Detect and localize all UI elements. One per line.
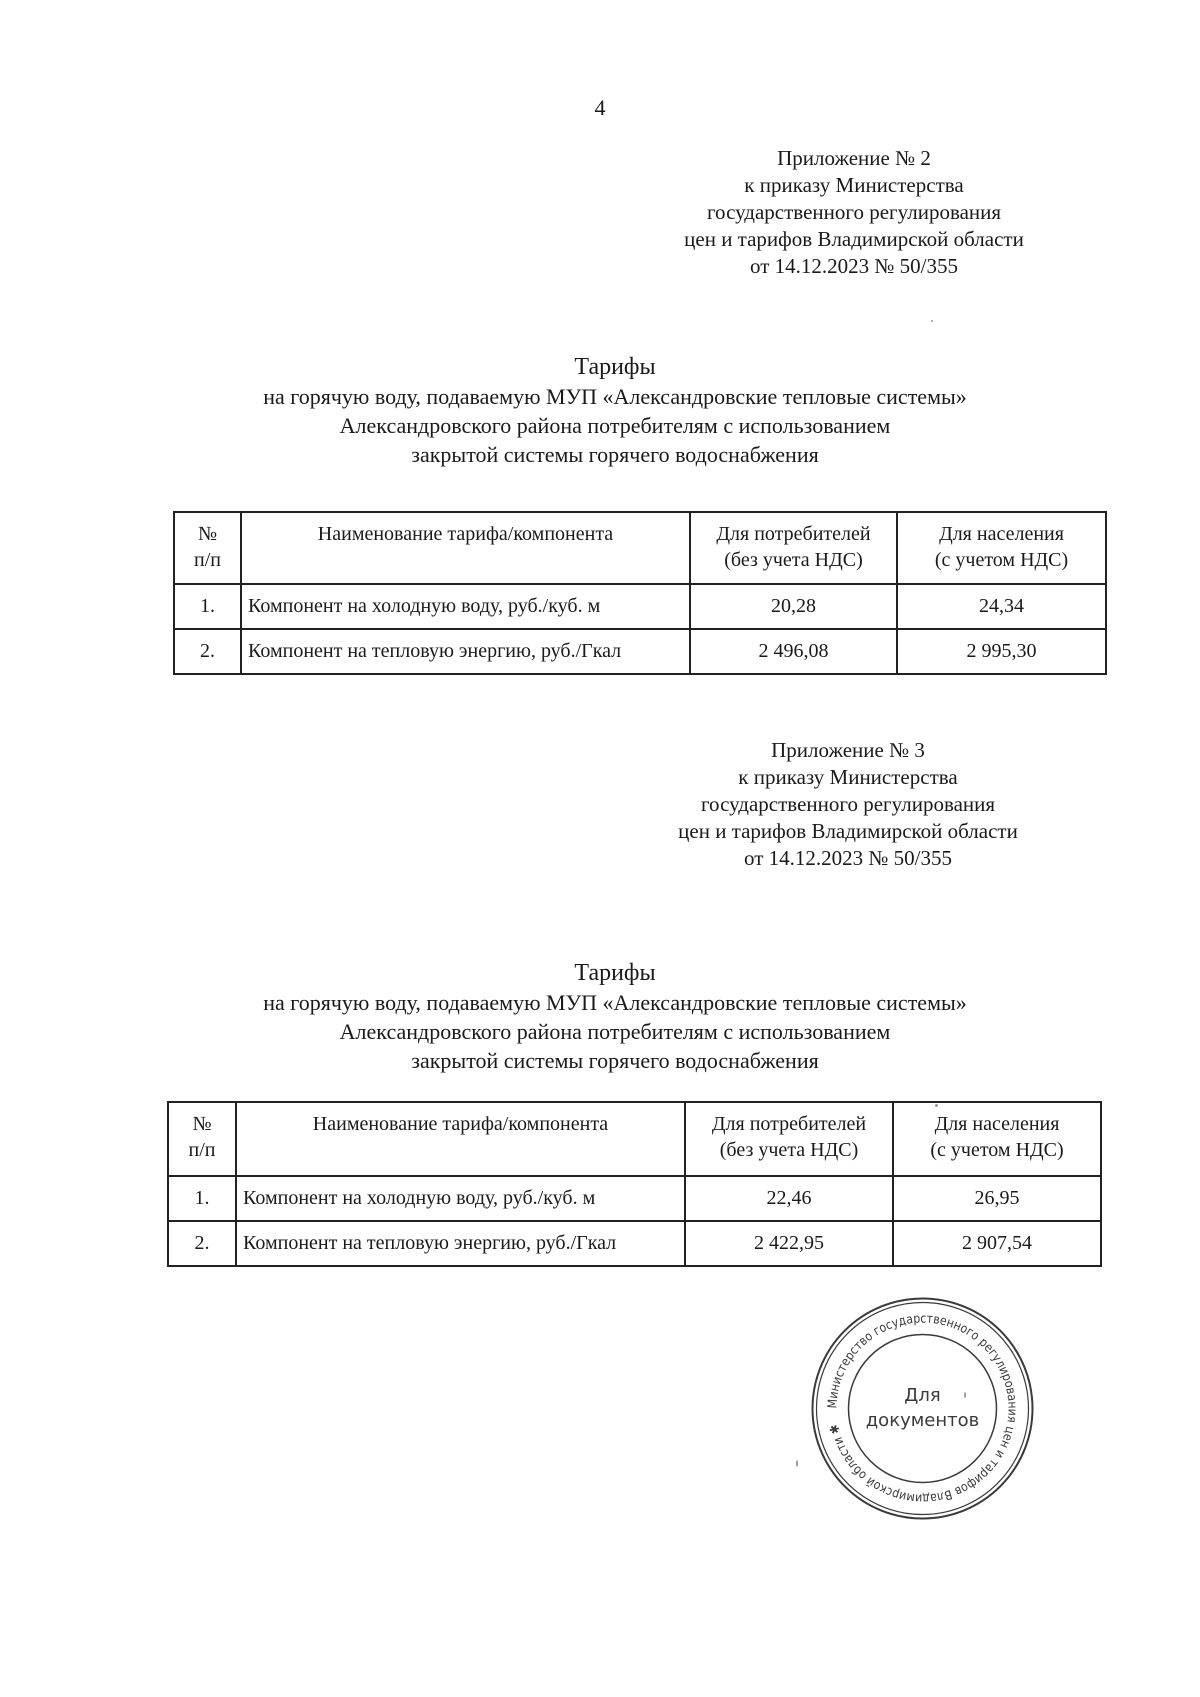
row-num: 2.	[168, 1221, 236, 1266]
row-num: 1.	[168, 1176, 236, 1221]
tariff-subtitle-line: закрытой системы горячего водоснабжения	[411, 442, 819, 467]
table-header-row	[168, 1102, 1101, 1176]
stamp-center-line-1: Для	[904, 1385, 941, 1406]
header-name: Наименование тарифа/компонента	[241, 512, 690, 584]
tariff-subtitle-line: закрытой системы горячего водоснабжения	[411, 1048, 819, 1073]
table-header-row	[174, 512, 1106, 584]
tariff-subtitle-line: на горячую воду, подаваемую МУП «Александровские тепловые системы»	[263, 384, 967, 409]
tariff-title-block-2	[150, 958, 1080, 1075]
header-population: Для населения (с учетом НДС)	[897, 512, 1106, 584]
appendix-line: Приложение № 3	[771, 738, 925, 762]
row-num: 2.	[174, 629, 241, 674]
table-row	[168, 1221, 1101, 1266]
row-population: 2 907,54	[893, 1221, 1101, 1266]
table-row	[168, 1176, 1101, 1221]
appendix-line: от 14.12.2023 № 50/355	[749, 254, 959, 278]
appendix-3-header	[658, 737, 1038, 872]
tariff-table-2	[167, 1101, 1102, 1267]
row-consumers: 22,46	[685, 1176, 893, 1221]
appendix-2-header	[664, 145, 1044, 280]
row-consumers: 20,28	[690, 584, 897, 629]
appendix-line: к приказу Министерства	[744, 173, 964, 197]
header-consumers: Для потребителей (без учета НДС)	[690, 512, 897, 584]
official-stamp	[810, 1296, 1035, 1521]
appendix-line: к приказу Министерства	[738, 765, 958, 789]
stamp-ring-text: Министерство государственного регулирования цен и тарифов Владимирской области ✱	[824, 1310, 1021, 1507]
header-population: Для населения (с учетом НДС)	[893, 1102, 1101, 1176]
row-population: 24,34	[897, 584, 1106, 629]
row-name: Компонент на тепловую энергию, руб./Гкал	[241, 629, 690, 674]
header-consumers: Для потребителей (без учета НДС)	[685, 1102, 893, 1176]
row-consumers: 2 496,08	[690, 629, 897, 674]
table-row	[174, 584, 1106, 629]
header-num: № п/п	[168, 1102, 236, 1176]
stamp-inner-ring	[849, 1335, 997, 1483]
row-name: Компонент на тепловую энергию, руб./Гкал	[236, 1221, 685, 1266]
appendix-line: Приложение № 2	[777, 146, 931, 170]
stamp-center-line-2: документов	[865, 1410, 980, 1431]
table-row	[174, 629, 1106, 674]
tariff-title: Тарифы	[574, 960, 656, 986]
row-name: Компонент на холодную воду, руб./куб. м	[241, 584, 690, 629]
tariff-title-block-1	[150, 352, 1080, 469]
tariff-subtitle-line: на горячую воду, подаваемую МУП «Александровские тепловые системы»	[263, 990, 967, 1015]
page-number: 4	[594, 95, 606, 120]
appendix-line: государственного регулирования	[700, 792, 996, 816]
tariff-table-1	[173, 511, 1107, 675]
tariff-subtitle-line: Александровского района потребителям с использованием	[339, 413, 891, 438]
appendix-line: от 14.12.2023 № 50/355	[743, 846, 953, 870]
appendix-line: цен и тарифов Владимирской области	[678, 819, 1018, 843]
header-name: Наименование тарифа/компонента	[236, 1102, 685, 1176]
row-population: 2 995,30	[897, 629, 1106, 674]
row-num: 1.	[174, 584, 241, 629]
scan-speck	[964, 1392, 966, 1398]
tariff-title: Тарифы	[574, 354, 656, 380]
header-num: № п/п	[174, 512, 241, 584]
row-population: 26,95	[893, 1176, 1101, 1221]
row-name: Компонент на холодную воду, руб./куб. м	[236, 1176, 685, 1221]
tariff-subtitle-line: Александровского района потребителям с использованием	[339, 1019, 891, 1044]
stamp-outer-ring	[813, 1299, 1033, 1519]
scan-speck	[796, 1460, 798, 1467]
scan-speck	[931, 320, 933, 322]
row-consumers: 2 422,95	[685, 1221, 893, 1266]
appendix-line: государственного регулирования	[706, 200, 1002, 224]
appendix-line: цен и тарифов Владимирской области	[684, 227, 1024, 251]
scan-speck	[935, 1104, 938, 1107]
